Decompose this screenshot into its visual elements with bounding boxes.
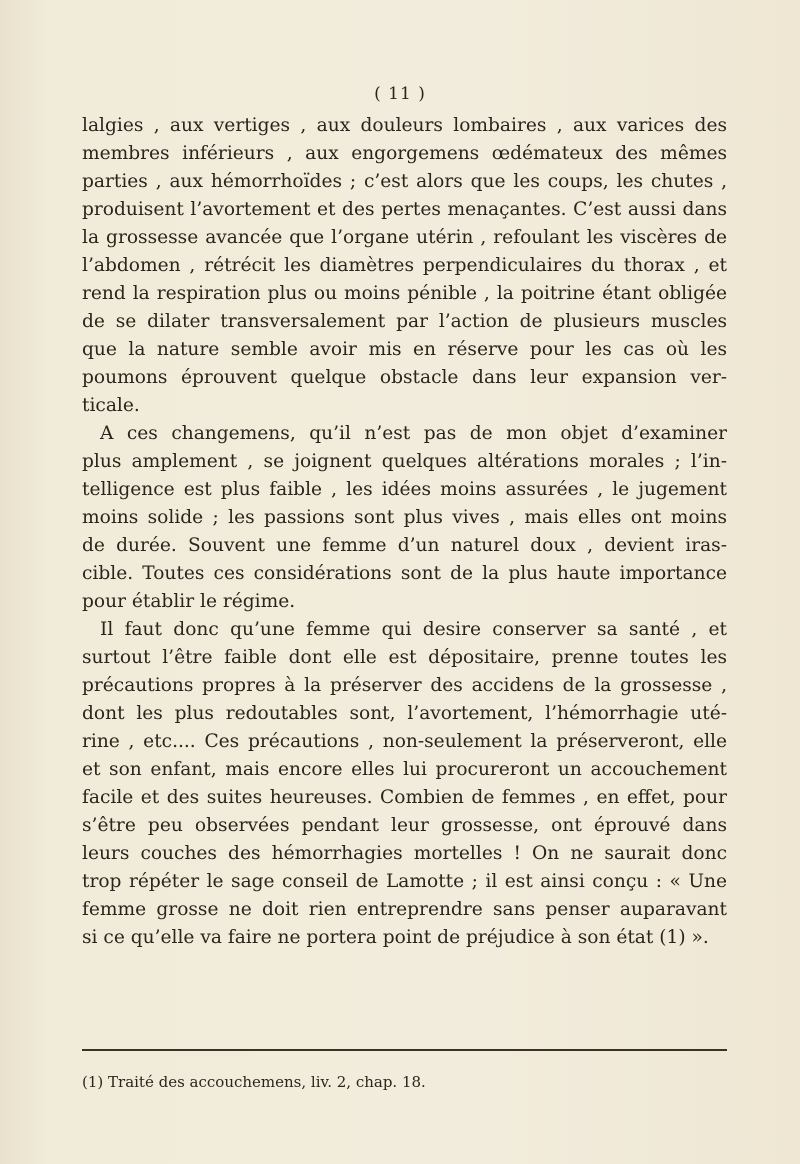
text-line: Il faut donc qu’une femme qui desire conserver sa santé , et	[100, 619, 727, 640]
text-line: s’être peu observées pendant leur grossesse, ont éprouvé dans	[82, 815, 727, 836]
text-line: lalgies , aux vertiges , aux douleurs lombaires , aux varices des	[82, 115, 727, 136]
text-line: cible. Toutes ces considérations sont de la plus haute importance	[82, 563, 727, 584]
text-line: A ces changemens, qu’il n’est pas de mon objet d’examiner	[100, 423, 727, 444]
text-line: produisent l’avortement et des pertes menaçantes. C’est aussi dans	[82, 199, 727, 220]
page-number: ( 11 )	[374, 84, 426, 104]
text-line: que la nature semble avoir mis en réserve pour les cas où les	[82, 339, 727, 360]
text-line: rine , etc.... Ces précautions , non-seulement la préserveront, elle	[82, 731, 727, 752]
text-line: surtout l’être faible dont elle est dépositaire, prenne toutes les	[82, 647, 727, 668]
body-text	[82, 112, 727, 952]
text-line: ticale.	[82, 395, 140, 416]
text-line: rend la respiration plus ou moins pénible , la poitrine étant obligée	[82, 283, 727, 304]
text-line: facile et des suites heureuses. Combien de femmes , en effet, pour	[82, 787, 727, 808]
text-line: parties , aux hémorrhoïdes ; c’est alors que les coups, les chutes ,	[82, 171, 727, 192]
text-line: la grossesse avancée que l’organe utérin , refoulant les viscères de	[82, 227, 727, 248]
text-line: et son enfant, mais encore elles lui procureront un accouchement	[82, 759, 727, 780]
text-line: membres inférieurs , aux engorgemens œdémateux des mêmes	[82, 143, 727, 164]
text-line: pour établir le régime.	[82, 591, 296, 612]
text-line: de se dilater transversalement par l’action de plusieurs muscles	[82, 311, 727, 332]
text-line: plus amplement , se joignent quelques altérations morales ; l’in-	[82, 451, 727, 472]
text-line: femme grosse ne doit rien entreprendre sans penser auparavant	[82, 899, 727, 920]
footnote: (1) Traité des accouchemens, liv. 2, chap. 18.	[82, 1073, 426, 1091]
text-line: de durée. Souvent une femme d’un naturel doux , devient iras-	[82, 535, 727, 556]
text-line: trop répéter le sage conseil de Lamotte ; il est ainsi conçu : « Une	[82, 871, 727, 892]
text-line: précautions propres à la préserver des accidens de la grossesse ,	[82, 675, 727, 696]
text-line: poumons éprouvent quelque obstacle dans leur expansion ver-	[82, 367, 727, 388]
text-line: telligence est plus faible , les idées moins assurées , le jugement	[82, 479, 727, 500]
text-line: dont les plus redoutables sont, l’avortement, l’hémorrhagie uté-	[82, 703, 727, 724]
text-line: moins solide ; les passions sont plus vives , mais elles ont moins	[82, 507, 727, 528]
text-line: leurs couches des hémorrhagies mortelles ! On ne saurait donc	[82, 843, 727, 864]
footnote-divider	[82, 1049, 727, 1051]
text-line: l’abdomen , rétrécit les diamètres perpendiculaires du thorax , et	[82, 255, 727, 276]
text-line: si ce qu’elle va faire ne portera point de préjudice à son état (1) ».	[82, 927, 709, 948]
